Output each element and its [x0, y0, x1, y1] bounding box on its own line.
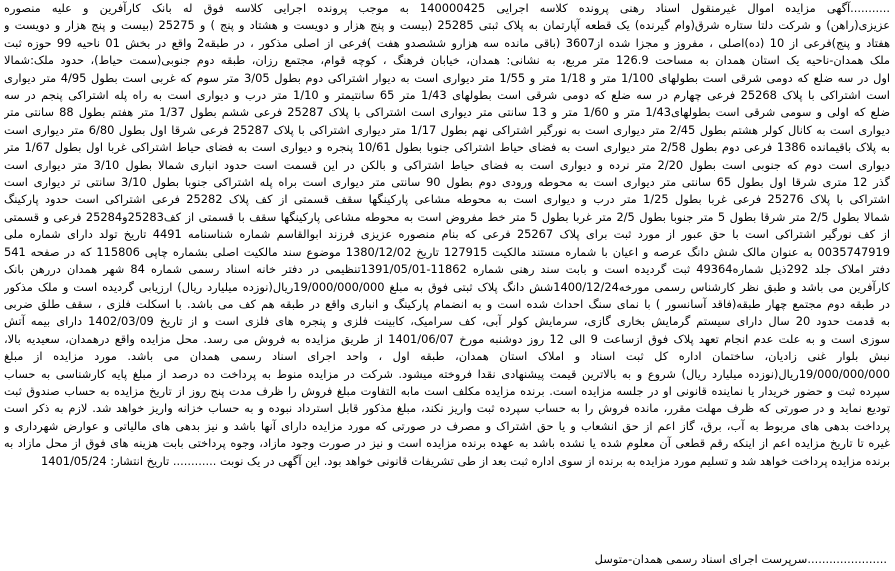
notice-line: سوزی است و به علت عدم انجام تعهد پلاک فوق ازساعت 9 الی 12 روز دوشنبه مورخ 1401/06/07 از طریق مزایده به فروش می رسد. محل مزایده واقع درهمدان، سعیدیه بالا،: [4, 331, 890, 346]
notice-line: هفتاد و پنج)فرعی از 10 (ده)اصلی ، مفروز و مجزا شده از3607 (باقی مانده سه هزارو ششصدو هفت )فرعی از اصلی مذکور ، در طبقه2 واقع در بخش 01 ناحیه 99 حوزه ثبت: [4, 35, 890, 50]
notice-line: ملک همدان-ناحیه یک استان همدان به مساحت 126.9 متر مربع، به نشانی: همدان، خیابان فرهنگ ، کوچه قوام، مجتمع رزان، طبقه دوم جنوبی(سمت حیاط)، حدود ملک:شمالا: [4, 53, 890, 68]
notice-line: به قدمت حدود 20 سال دارای سیستم گرمایش بخاری گازی، سرمایش کولر آبی، کف سرامیک، کابینت فلزی و پنجره های فلزی است و از تاریخ 1402/03/09 دارای بیمه آتش: [4, 314, 890, 329]
notice-line: ضلع که اولی و سومی شرقی است بطولهای1/43 متر و 1/60 متر و 13 سانتی متر دیواری است اشتراکی با پلاک 25287 فرعی ششم بطول 1/37 متر هفتم بطول 88 سانتی متر: [4, 105, 890, 120]
notice-line: دفتر املاک جلد 292ذیل شماره49364 ثبت گردیده است و بابت سند رهنی شماره 11862-1391/05/01تنظیمی در دفتر خانه اسناد رسمی شماره 84 شهر همدان دررهن بانک: [4, 262, 890, 277]
notice-line: 0035747919 به عنوان مالک شش دانگ عرصه و اعیان با شماره مستند مالکیت 127915 تاریخ 1380/12/02 موضوع سند مالکیت اصلی بشماره چاپی 115806 که در صفحه 541: [4, 244, 890, 259]
notice-line-publication-date: برنده مزایده پرداخت خواهد شد و تسلیم مورد مزایده به برنده از سوی اداره ثبت بعد از طی تشریفات قانونی خواهد بود. این آگهی در یک نوبت ............ تاریخ انتشار: 1401/05/24: [40, 453, 890, 468]
notice-line: پرداخت بدهی های مربوط به آب، برق، گاز اعم از حق انشعاب و یا حق اشتراک و مصرف در صورتی که مورد مزایده دارای آنها باشد و نیز بدهی های مالیاتی و عوارض شهرداری و: [4, 418, 890, 433]
notice-line: عزیزی(راهن) و شرکت دلتا ستاره شرق(وام گیرنده) یک قطعه آپارتمان به پلاک ثبتی 25285 (بیست و پنج هزار و دویست و هشتاد و پنج ) و 25275 (بیست و پنج هزار و دویست و: [4, 18, 890, 33]
notice-line: است اشتراکی با پلاک 25268 فرعی چهارم در سه ضلع که دومی شرقی است بطولهای 1/43 متر 65 سانتیمتر و 1/10 متر درب و دیواری است به راه پله اشتراکی پنجم در سه: [4, 88, 890, 103]
notice-line: سپرده ثبت و حضور خریدار یا نماینده قانونی او در جلسه مزایده است. برنده مزایده مکلف است مابه التفاوت مبلغ فروش را ظرف مدت پنج روز از تاریخ مزایده به حساب صندوق ثبت: [4, 383, 890, 398]
notice-line: غیره تا تاریخ مزایده اعم از اینکه رقم قطعی آن معلوم شده یا نشده باشد به عهده برنده مزایده است و نیز در صورت وجود مازاد، وجوه پرداختی بابت هزینه های فوق از محل مازاد به: [4, 436, 890, 451]
notice-line: دیواری است به کانال کولر هشتم بطول 2/45 متر دیواری است به نورگیر اشتراکی نهم بطول 1/17 متر دیواری اشتراکی با پلاک 25287 فرعی شرقا اول بطول 6/80 متر دیواری است: [4, 122, 890, 137]
notice-line: در طبقه دوم مجتمع چهار طبقه(فاقد آسانسور ) با نمای سنگ احداث شده است و به انضمام پارکینگ و انباری واقع در طبقه هم کف می باشد. با اسکلت فلزی ، سقف طلق ضربی: [4, 296, 890, 311]
notice-line: ...........آگهی مزایده اموال غیرمنقول اسناد رهنی پرونده کلاسه اجرایی 140000425 به موجب پرونده اجرایی کلاسه فوق له بانک کارآفرین و علیه منصوره: [4, 1, 890, 15]
notice-line: 19/000/000/000ریال(نوزده میلیارد ریال) شروع و به بالاترین قیمت پیشنهادی نقدا فروخته میشود. شرکت در مزایده منوط به پرداخت ده درصد از مبلغ پایه کارشناسی به حساب: [4, 366, 890, 381]
notice-line: دیواری است دوم که جنوبی است بطول 2/20 متر نرده و دیواری است به فضای حیاط اشتراکی و بالکن در این قسمت است حدود انباری شمالا بطول 3/10 متر دیواری است: [4, 157, 890, 172]
notice-line: گذر 12 متری شرقا اول بطول 65 سانتی متر دیواری است به محوطه ورودی دوم بطول 90 سانتی متر دیواری است براه پله اشتراکی جنوبا بطول 3/10 سانتی تر دیواری است: [4, 175, 890, 190]
notice-signature: ......................سرپرست اجرای اسناد رسمی همدان-متوسل: [594, 552, 887, 566]
notice-line: کارآفرین می باشد و طبق نظر کارشناس رسمی مورخه1400/12/24شش دانگ پلاک ثبتی فوق به مبلغ 19/000/000/000ریال(نوزده میلیارد ریال) ارزیابی گردیده است و ملک مذکور: [4, 279, 890, 294]
auction-notice-body: [4, 0, 890, 470]
notice-line: اشتراکی با پلاک 25276 فرعی غربا بطول 1/25 متر درب و دیواری است به محوطه مشاعی پارکینگها سقف قسمتی از کف پلاک 25282 فرعی اشتراکی است حدود پارکینگ: [4, 192, 890, 207]
notice-line: شمالا بطول 2/5 متر شرقا بطول 5 متر جنوبا بطول 2/5 متر غربا بطول 5 متر خط مفروض است به محوطه مشاعی پارکینگها سقف با قسمتی از کف25283و25284 فرعی و قسمتی: [4, 209, 890, 224]
notice-line: اول در سه ضلع که دومی شرقی است بطولهای 1/100 متر و 1/18 متر و 1/55 متر دیواری است به دیوار اشتراکی دوم بطول 3/05 متر سوم که غربی است بطول 4/95 متر دیواری: [4, 70, 890, 85]
notice-line: نبش بلوار غنی زادیان، ساختمان اداره کل ثبت اسناد و املاک استان همدان، طبقه اول ، واحد اجرای اسناد رسمی همدان می باشد. مورد مزایده از مبلغ: [4, 349, 890, 364]
notice-line: تودیع نماید و در صورتی که ظرف مهلت مقرر، مانده فروش را به حساب سپرده ثبت واریز نکند، مبلغ مذکور قابل استرداد نبوده و به حساب خزانه واریز خواهد شد. لازم به ذکر است: [4, 401, 890, 416]
notice-line: به پلاک باقیمانده 1386 فرعی دوم بطول 2/58 متر دیواری است به فضای حیاط اشتراکی جنوبا بطول 10/61 پنجره و دیواری است به فضای حیاط اشتراکی غربا اول بطول 1/67 متر: [4, 140, 890, 155]
notice-line: از کف نورگیر اشتراکی است با حق عبور از مورد ثبت برای پلاک 25267 فرعی که بنام منصوره عزیزی فرزند ابوالقاسم شماره شناسنامه 4491 تاریخ تولد دارای شماره ملی: [4, 227, 890, 242]
